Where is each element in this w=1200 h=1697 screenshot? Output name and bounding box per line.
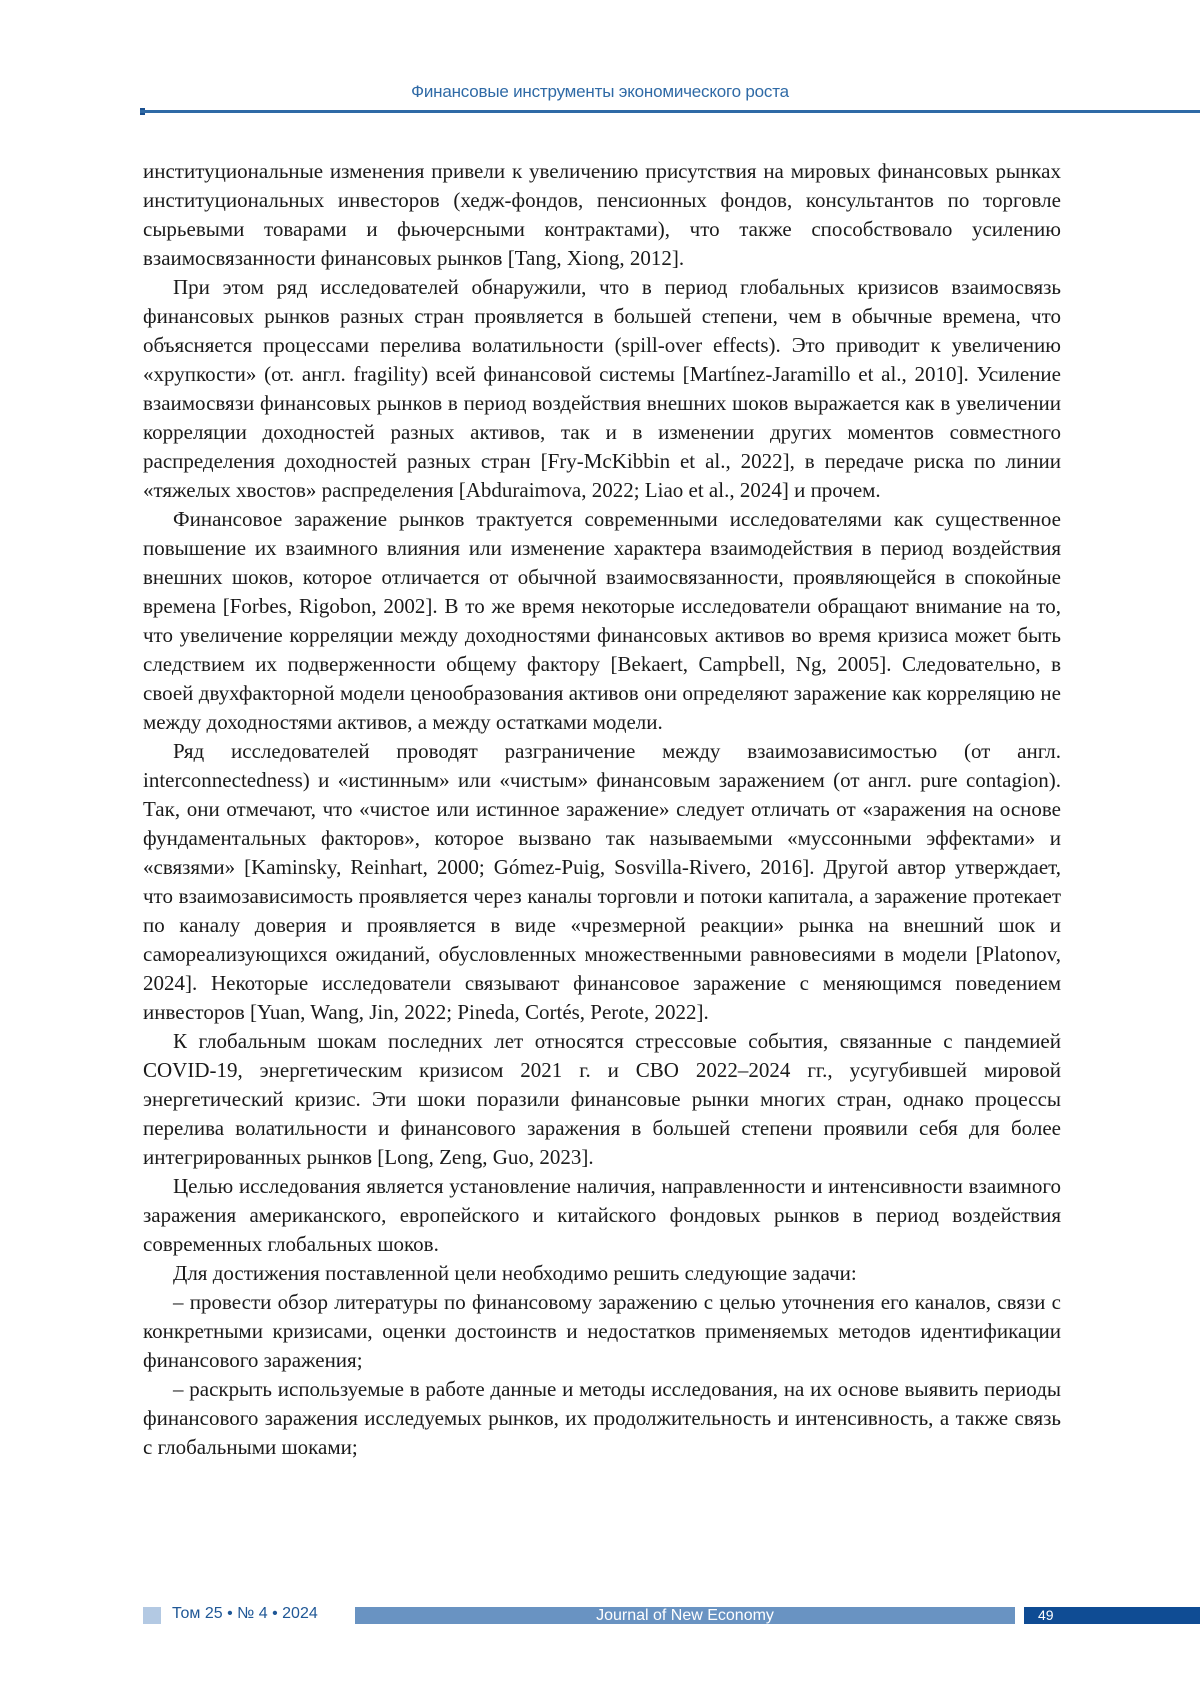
list-item: – раскрыть используемые в работе данные и методы исследования, на их основе выявить периоды финансового заражения исследуемых рынков, их продолжительность и интенсивность, а также связь с глобальными шоками; [143, 1375, 1061, 1462]
paragraph: Целью исследования является установление наличия, направленности и интенсивности взаимного заражения американского, европейского и китайского фондовых рынков в период воздействия современных глобальных шоков. [143, 1172, 1061, 1259]
footer-box [143, 1607, 161, 1624]
header-title: Финансовые инструменты экономического роста [0, 82, 1200, 102]
paragraph: институциональные изменения привели к увеличению присутствия на мировых финансовых рынках институциональных инвесторов (хедж-фондов, пенсионных фондов, консультантов по торговле сырьевыми товарами и фьючерсными контрактами), что также способствовало усилению взаимосвязанности финансовых рынков [Tang, Xiong, 2012]. [143, 157, 1061, 273]
paragraph: При этом ряд исследователей обнаружили, что в период глобальных кризисов взаимосвязь финансовых рынков разных стран проявляется в большей степени, чем в обычные времена, что объясняется процессами перелива волатильности (spill-over effects). Это приводит к увеличению «хрупкости» (от. англ. fragility) всей финансовой системы [Martínez-Jaramillo et al., 2010]. Усиление взаимосвязи финансовых рынков в период воздействия внешних шоков выражается как в увеличении корреляции доходностей разных активов, так и в изменении других моментов совместного распределения доходностей разных стран [Fry-McKibbin et al., 2022], в передаче риска по линии «тяжелых хвостов» распределения [Abduraimova, 2022; Liao et al., 2024] и прочем. [143, 273, 1061, 505]
list-item: – провести обзор литературы по финансовому заражению с целью уточнения его каналов, связи с конкретными кризисами, оценки достоинств и недостатков применяемых методов идентификации финансового заражения; [143, 1288, 1061, 1375]
footer-volume: Том 25 • № 4 • 2024 [172, 1605, 318, 1623]
paragraph: Ряд исследователей проводят разграничение между взаимозависимостью (от англ. interconnectedness) и «истинным» или «чистым» финансовым заражением (от англ. pure contagion). Так, они отмечают, что «чистое или истинное заражение» следует отличать от «заражения на основе фундаментальных факторов», которое вызвано так называемыми «муссонными эффектами» и «связями» [Kaminsky, Reinhart, 2000; Gómez-Puig, Sosvilla-Rivero, 2016]. Другой автор утверждает, что взаимозависимость проявляется через каналы торговли и потоки капитала, а заражение протекает по каналу доверия и проявляется в виде «чрезмерной реакции» рынка на внешний шок и самореализующихся ожиданий, обусловленных множественными равновесиями в модели [Platonov, 2024]. Некоторые исследователи связывают финансовое заражение с меняющимся поведением инвесторов [Yuan, Wang, Jin, 2022; Pineda, Cortés, Perote, 2022]. [143, 737, 1061, 1027]
paragraph: Для достижения поставленной цели необходимо решить следующие задачи: [143, 1259, 1061, 1288]
header-rule [140, 110, 1200, 113]
footer-journal-name: Journal of New Economy [355, 1607, 1015, 1624]
page-number: 49 [1024, 1607, 1200, 1624]
paragraph: Финансовое заражение рынков трактуется современными исследователями как существенное повышение их взаимного влияния или изменение характера взаимодействия в период воздействия внешних шоков, которое отличается от обычной взаимосвязанности, проявляющейся в спокойные времена [Forbes, Rigobon, 2002]. В то же время некоторые исследователи обращают внимание на то, что увеличение корреляции между доходностями финансовых активов во время кризиса может быть следствием их подверженности общему фактору [Bekaert, Campbell, Ng, 2005]. Следовательно, в своей двухфакторной модели ценообразования активов они определяют заражение как корреляцию не между доходностями активов, а между остатками модели. [143, 505, 1061, 737]
article-body [143, 157, 1061, 1462]
paragraph: К глобальным шокам последних лет относятся стрессовые события, связанные с пандемией COVID-19, энергетическим кризисом 2021 г. и СВО 2022–2024 гг., усугубившей мировой энергетический кризис. Эти шоки поразили финансовые рынки многих стран, однако процессы перелива волатильности и финансового заражения в большей степени проявили себя для более интегрированных рынков [Long, Zeng, Guo, 2023]. [143, 1027, 1061, 1172]
